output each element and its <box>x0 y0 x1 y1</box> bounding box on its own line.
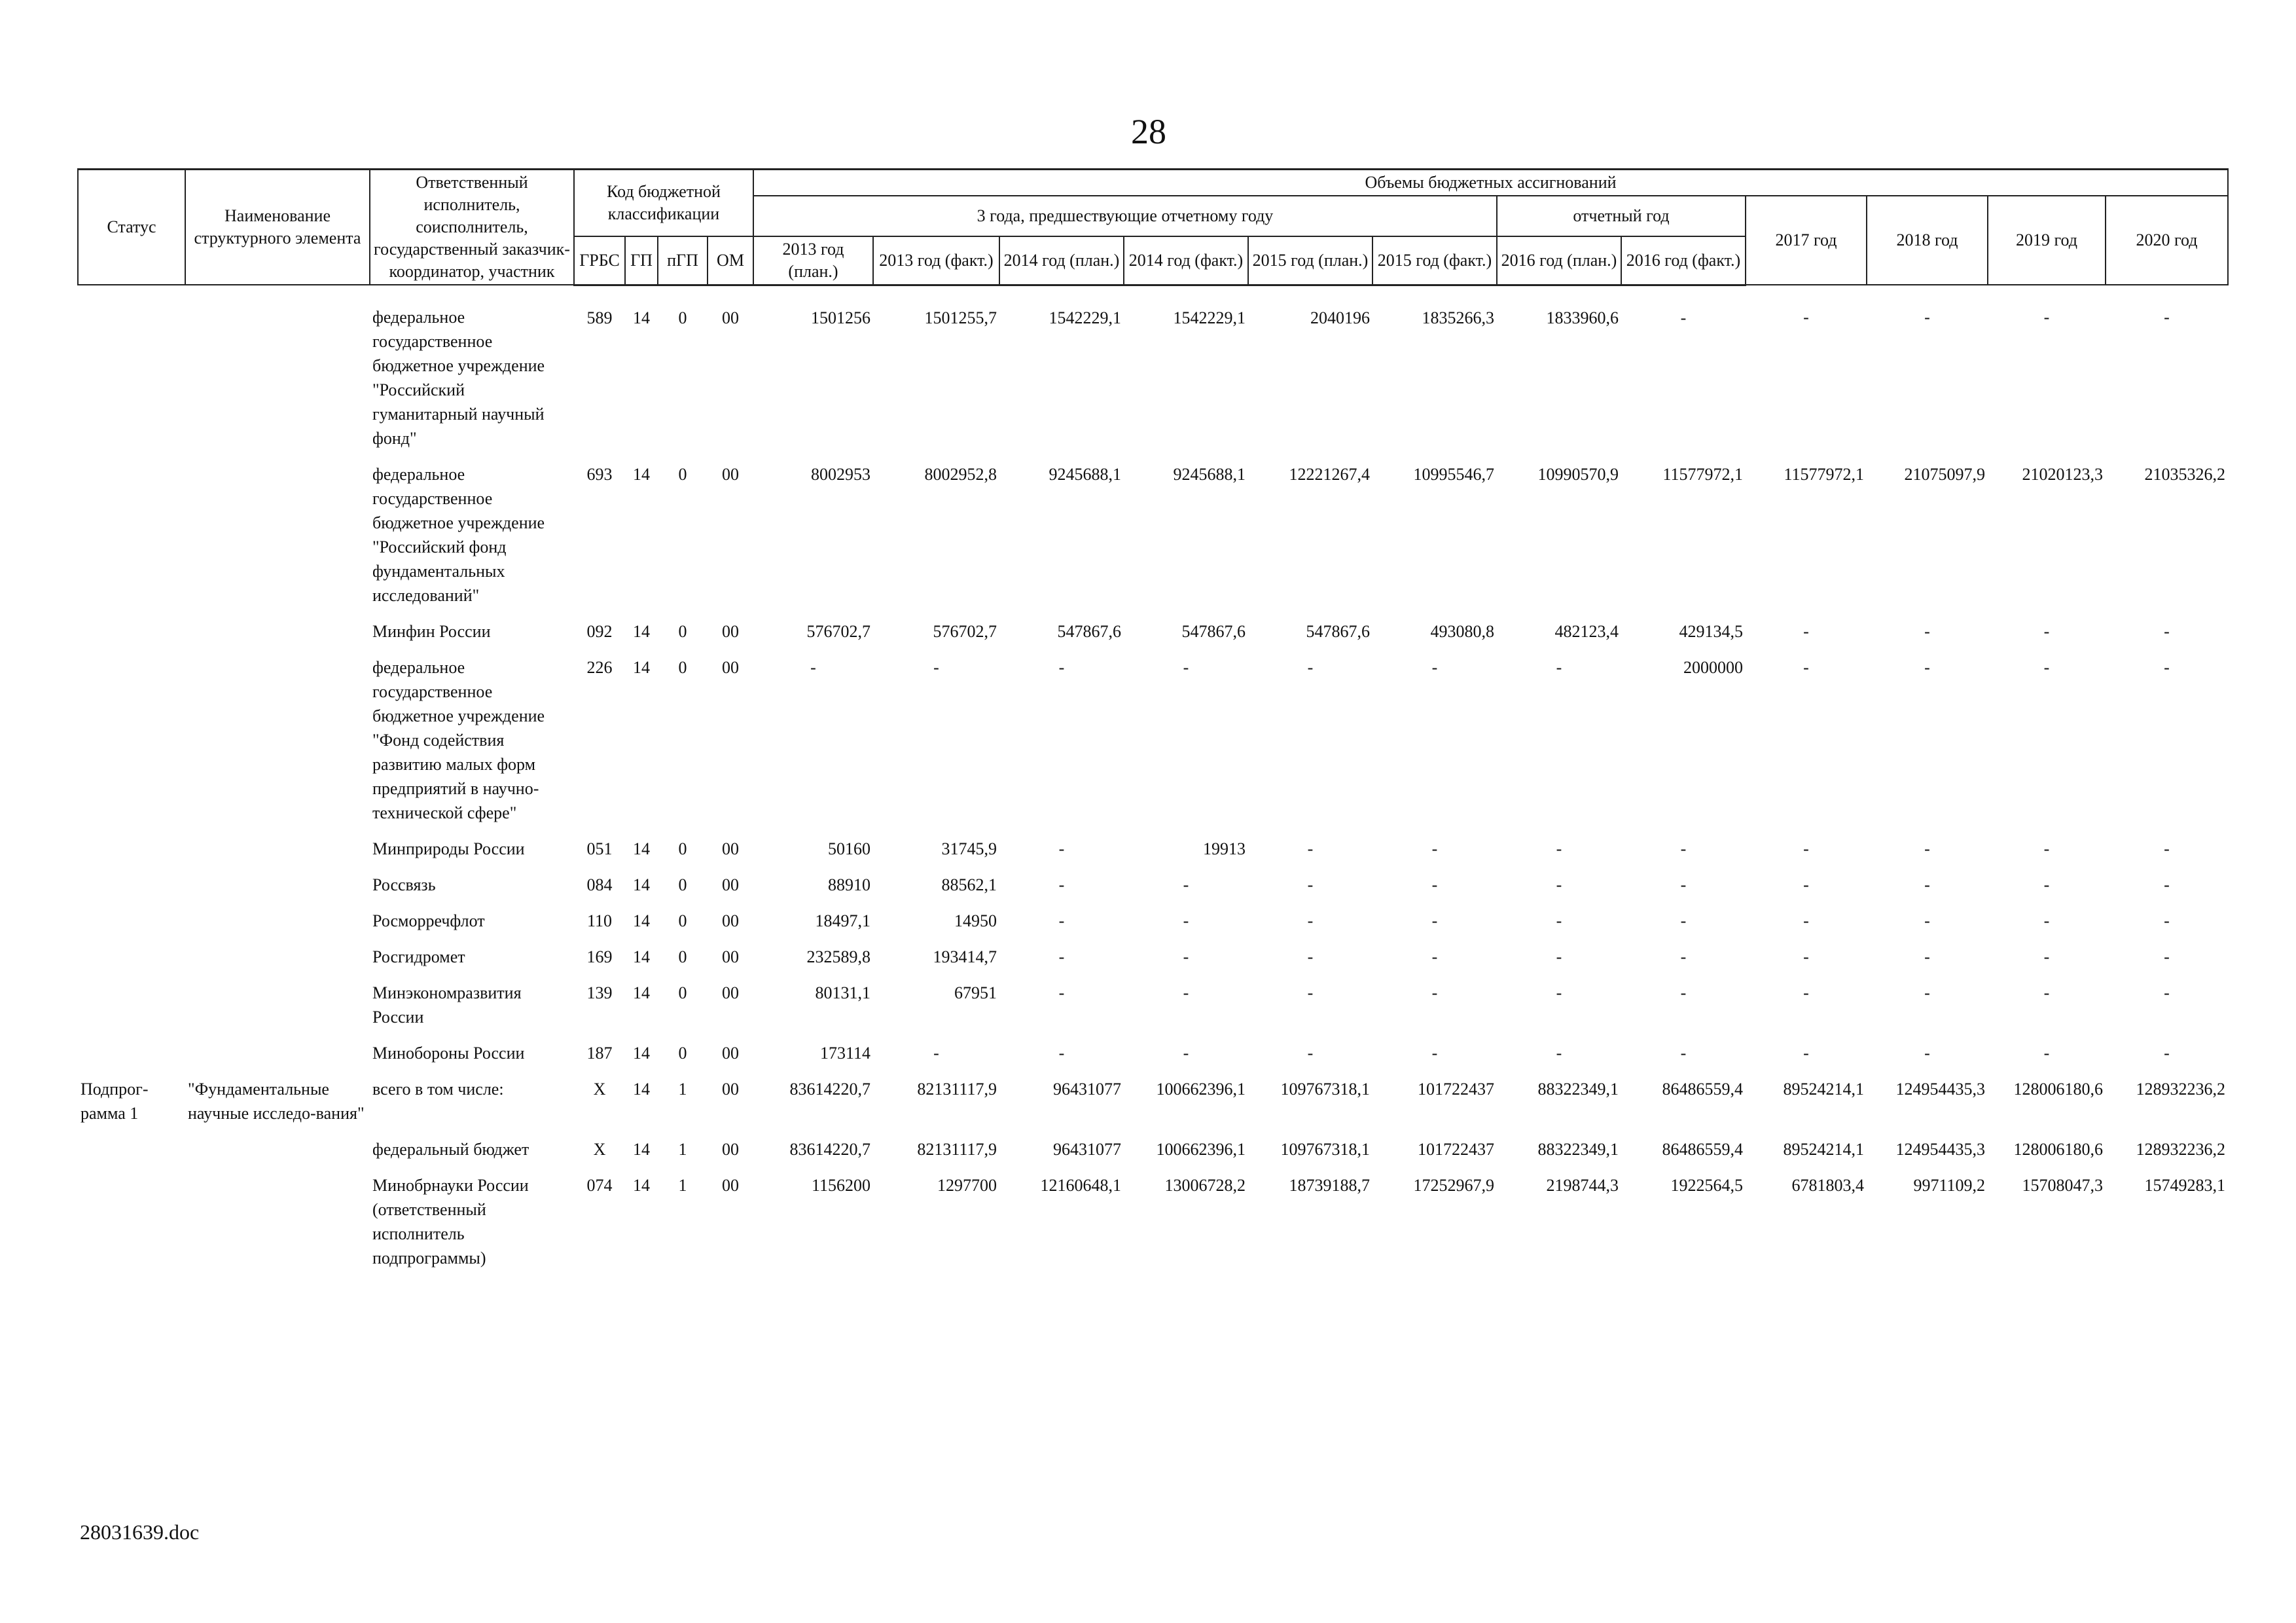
row-status: Подпрог-рамма 1 <box>81 1080 149 1123</box>
table-row <box>78 1137 2228 1173</box>
row-value: - <box>1803 622 1809 641</box>
row-value: 17252967,9 <box>1413 1176 1494 1195</box>
row-name <box>185 981 370 1041</box>
row-grbs: 110 <box>586 911 613 930</box>
row-value: - <box>2164 983 2170 1002</box>
table-row <box>78 285 2228 462</box>
header-volumes: Объемы бюджетных ассигнований <box>753 170 2228 196</box>
row-gp: 14 <box>633 622 650 641</box>
row-status <box>78 909 185 945</box>
row-status <box>78 1041 185 1077</box>
row-grbs: 169 <box>586 947 613 966</box>
row-value: - <box>1307 1044 1314 1063</box>
row-value: 1922564,5 <box>1670 1176 1743 1195</box>
row-value: 89524214,1 <box>1783 1080 1864 1099</box>
row-om: 00 <box>722 1080 739 1099</box>
table-body <box>78 285 2228 1282</box>
row-value: 11577972,1 <box>1662 465 1743 484</box>
row-value: - <box>1803 947 1809 966</box>
row-value: 101722437 <box>1418 1080 1494 1099</box>
row-value: 83614220,7 <box>789 1080 870 1099</box>
header-prev-years: 3 года, предшествующие отчетному году <box>753 196 1497 236</box>
row-value: 547867,6 <box>1306 622 1370 641</box>
row-value: 547867,6 <box>1057 622 1121 641</box>
row-om: 00 <box>722 1176 739 1195</box>
row-value: - <box>1183 911 1189 930</box>
row-value: 128006180,6 <box>2013 1140 2103 1159</box>
row-value: 88910 <box>828 875 870 894</box>
header-grbs: ГРБС <box>574 236 625 285</box>
row-value: - <box>1183 1044 1189 1063</box>
row-value: - <box>1058 658 1065 677</box>
row-responsible: федеральное государственное бюджетное учреждение "Российский гуманитарный научный фонд" <box>372 308 545 448</box>
row-om: 00 <box>722 983 739 1002</box>
row-value: - <box>1924 983 1930 1002</box>
row-value: - <box>1307 839 1314 858</box>
row-value: 1501256 <box>811 308 870 327</box>
row-value: - <box>1556 1044 1562 1063</box>
row-gp: 14 <box>633 1176 650 1195</box>
row-gp: 14 <box>633 911 650 930</box>
budget-table <box>77 168 2229 1282</box>
row-value: - <box>1803 983 1809 1002</box>
row-status <box>78 462 185 619</box>
row-gp: 14 <box>633 839 650 858</box>
row-value: 6781803,4 <box>1791 1176 1864 1195</box>
table-row <box>78 945 2228 981</box>
row-value: - <box>1924 622 1930 641</box>
row-value: - <box>1058 1044 1065 1063</box>
row-value: - <box>1431 947 1438 966</box>
row-pgp: 1 <box>678 1176 687 1195</box>
row-pgp: 1 <box>678 1080 687 1099</box>
row-value: 15708047,3 <box>2022 1176 2103 1195</box>
row-value: 1156200 <box>811 1176 870 1195</box>
row-value: - <box>1556 875 1562 894</box>
row-value: - <box>2164 839 2170 858</box>
row-value: 1542229,1 <box>1173 308 1246 327</box>
row-grbs: 084 <box>586 875 613 894</box>
row-value: 576702,7 <box>933 622 997 641</box>
row-status <box>78 837 185 873</box>
row-value: 1835266,3 <box>1422 308 1494 327</box>
row-name <box>185 1041 370 1077</box>
row-value: - <box>1431 983 1438 1002</box>
row-value: 109767318,1 <box>1280 1140 1370 1159</box>
row-value: 193414,7 <box>933 947 997 966</box>
row-status <box>78 945 185 981</box>
row-value: - <box>1680 308 1687 327</box>
row-value: 124954435,3 <box>1895 1080 1985 1099</box>
row-value: - <box>1680 911 1687 930</box>
header-report-year: отчетный год <box>1497 196 1746 236</box>
row-value: 9971109,2 <box>1913 1176 1985 1195</box>
row-value: 18739188,7 <box>1289 1176 1370 1195</box>
table-row <box>78 873 2228 909</box>
row-value: - <box>1307 911 1314 930</box>
row-value: 8002952,8 <box>924 465 997 484</box>
row-value: - <box>1431 875 1438 894</box>
row-gp: 14 <box>633 308 650 327</box>
row-value: - <box>2043 622 2050 641</box>
row-name <box>185 837 370 873</box>
row-value: 1297700 <box>937 1176 997 1195</box>
row-pgp: 0 <box>678 308 687 327</box>
row-grbs: Х <box>593 1140 606 1159</box>
row-value: 1542229,1 <box>1049 308 1121 327</box>
table-row <box>78 981 2228 1041</box>
header-2015-fact: 2015 год (факт.) <box>1372 236 1497 285</box>
row-value: 2198744,3 <box>1546 1176 1619 1195</box>
row-value: - <box>1307 875 1314 894</box>
row-value: 12160648,1 <box>1040 1176 1121 1195</box>
row-value: 11577972,1 <box>1784 465 1864 484</box>
row-value: 83614220,7 <box>789 1140 870 1159</box>
row-status <box>78 285 185 462</box>
row-value: 232589,8 <box>806 947 870 966</box>
row-value: - <box>1924 308 1930 327</box>
row-responsible: Росгидромет <box>372 947 465 966</box>
row-value: 80131,1 <box>815 983 870 1002</box>
row-name <box>185 655 370 837</box>
row-value: - <box>1058 983 1065 1002</box>
row-grbs: 589 <box>586 308 613 327</box>
row-value: - <box>1307 947 1314 966</box>
row-value: 96431077 <box>1053 1080 1121 1099</box>
row-grbs: 226 <box>586 658 613 677</box>
row-name <box>185 619 370 655</box>
row-gp: 14 <box>633 1044 650 1063</box>
row-gp: 14 <box>633 947 650 966</box>
row-value: 15749283,1 <box>2144 1176 2225 1195</box>
row-value: 50160 <box>828 839 870 858</box>
row-value: 547867,6 <box>1181 622 1246 641</box>
row-value: 2040196 <box>1310 308 1370 327</box>
row-name <box>185 1173 370 1282</box>
row-responsible: федеральный бюджет <box>372 1140 529 1159</box>
row-value: - <box>1924 658 1930 677</box>
row-value: - <box>2043 911 2050 930</box>
header-2016-plan: 2016 год (план.) <box>1497 236 1621 285</box>
row-value: 493080,8 <box>1430 622 1494 641</box>
row-value: - <box>1803 308 1809 327</box>
row-value: 10990570,9 <box>1537 465 1619 484</box>
row-value: - <box>1924 911 1930 930</box>
row-grbs: 187 <box>586 1044 613 1063</box>
header-gp: ГП <box>625 236 658 285</box>
row-value: 128006180,6 <box>2013 1080 2103 1099</box>
row-pgp: 0 <box>678 875 687 894</box>
row-value: - <box>2043 947 2050 966</box>
row-status <box>78 981 185 1041</box>
row-status <box>78 1137 185 1173</box>
row-value: - <box>1803 839 1809 858</box>
row-value: - <box>1183 983 1189 1002</box>
row-name <box>185 873 370 909</box>
row-value: - <box>1556 911 1562 930</box>
row-name <box>185 1137 370 1173</box>
row-value: - <box>1803 658 1809 677</box>
page-number: 28 <box>1131 112 1166 151</box>
row-value: 82131117,9 <box>917 1140 997 1159</box>
row-gp: 14 <box>633 983 650 1002</box>
row-value: 31745,9 <box>941 839 997 858</box>
header-year-2018: 2018 год <box>1867 196 1988 285</box>
row-value: 8002953 <box>811 465 870 484</box>
row-value: - <box>2043 1044 2050 1063</box>
row-gp: 14 <box>633 875 650 894</box>
row-om: 00 <box>722 1140 739 1159</box>
row-om: 00 <box>722 622 739 641</box>
row-value: - <box>1556 983 1562 1002</box>
row-value: 13006728,2 <box>1164 1176 1246 1195</box>
row-value: - <box>2043 308 2050 327</box>
row-value: 18497,1 <box>815 911 870 930</box>
row-gp: 14 <box>633 1140 650 1159</box>
row-om: 00 <box>722 658 739 677</box>
row-om: 00 <box>722 947 739 966</box>
row-value: - <box>1431 839 1438 858</box>
row-value: 2000000 <box>1683 658 1743 677</box>
row-pgp: 1 <box>678 1140 687 1159</box>
row-responsible: Минобрнауки России (ответственный исполнитель подпрограммы) <box>372 1176 529 1267</box>
row-value: 429134,5 <box>1679 622 1743 641</box>
row-value: - <box>1431 658 1438 677</box>
row-value: - <box>1680 947 1687 966</box>
header-status: Статус <box>78 170 185 285</box>
table-row <box>78 655 2228 837</box>
row-gp: 14 <box>633 465 650 484</box>
row-value: 9245688,1 <box>1049 465 1121 484</box>
row-value: - <box>933 658 939 677</box>
row-value: - <box>1307 658 1314 677</box>
table-row <box>78 619 2228 655</box>
row-value: - <box>1924 875 1930 894</box>
row-pgp: 0 <box>678 622 687 641</box>
row-value: - <box>1556 658 1562 677</box>
row-name <box>185 909 370 945</box>
row-value: - <box>1680 839 1687 858</box>
header-year-2020: 2020 год <box>2106 196 2228 285</box>
row-value: - <box>1556 839 1562 858</box>
row-value: - <box>1431 1044 1438 1063</box>
table-row <box>78 909 2228 945</box>
header-budget-code: Код бюджетной классификации <box>574 170 753 236</box>
row-value: 88562,1 <box>941 875 997 894</box>
row-value: 482123,4 <box>1554 622 1619 641</box>
row-value: 1833960,6 <box>1546 308 1619 327</box>
row-om: 00 <box>722 465 739 484</box>
row-pgp: 0 <box>678 911 687 930</box>
row-grbs: 139 <box>586 983 613 1002</box>
table-row <box>78 837 2228 873</box>
row-value: 86486559,4 <box>1662 1140 1743 1159</box>
header-2014-fact: 2014 год (факт.) <box>1124 236 1248 285</box>
row-pgp: 0 <box>678 947 687 966</box>
row-value: - <box>1058 839 1065 858</box>
row-om: 00 <box>722 308 739 327</box>
row-responsible: Росморречфлот <box>372 911 485 930</box>
row-responsible: федеральное государственное бюджетное учреждение "Фонд содействия развитию малых форм предприятий в научно-технической сфере" <box>372 658 545 822</box>
row-value: - <box>2164 1044 2170 1063</box>
row-value: 173114 <box>819 1044 870 1063</box>
header-2015-plan: 2015 год (план.) <box>1248 236 1372 285</box>
row-grbs: 051 <box>586 839 613 858</box>
row-value: - <box>1803 1044 1809 1063</box>
row-om: 00 <box>722 1044 739 1063</box>
row-responsible: Минприроды России <box>372 839 525 858</box>
row-value: - <box>1183 658 1189 677</box>
row-name <box>185 462 370 619</box>
header-2014-plan: 2014 год (план.) <box>999 236 1124 285</box>
header-pgp: пГП <box>658 236 708 285</box>
row-gp: 14 <box>633 658 650 677</box>
row-value: 10995546,7 <box>1413 465 1494 484</box>
row-value: 128932236,2 <box>2136 1080 2225 1099</box>
row-value: - <box>1058 875 1065 894</box>
row-value: 128932236,2 <box>2136 1140 2225 1159</box>
row-responsible: Минфин России <box>372 622 491 641</box>
row-status <box>78 655 185 837</box>
row-value: 88322349,1 <box>1537 1080 1619 1099</box>
table-row <box>78 1041 2228 1077</box>
row-value: - <box>1924 1044 1930 1063</box>
row-value: 101722437 <box>1418 1140 1494 1159</box>
row-om: 00 <box>722 911 739 930</box>
row-value: 86486559,4 <box>1662 1080 1743 1099</box>
header-year-2019: 2019 год <box>1988 196 2106 285</box>
row-grbs: 092 <box>586 622 613 641</box>
row-value: - <box>933 1044 939 1063</box>
table-row <box>78 462 2228 619</box>
footer-filename: 28031639.doc <box>80 1520 200 1544</box>
row-value: - <box>2043 983 2050 1002</box>
row-pgp: 0 <box>678 465 687 484</box>
row-value: 89524214,1 <box>1783 1140 1864 1159</box>
row-value: - <box>1058 911 1065 930</box>
row-value: 21075097,9 <box>1904 465 1985 484</box>
row-value: - <box>1680 875 1687 894</box>
header-2013-fact: 2013 год (факт.) <box>873 236 999 285</box>
row-value: - <box>1803 911 1809 930</box>
row-pgp: 0 <box>678 839 687 858</box>
table-row <box>78 1077 2228 1137</box>
row-grbs: 074 <box>586 1176 613 1195</box>
row-value: 124954435,3 <box>1895 1140 1985 1159</box>
row-gp: 14 <box>633 1080 650 1099</box>
row-value: 67951 <box>954 983 997 1002</box>
row-value: 21020123,3 <box>2022 465 2103 484</box>
row-value: - <box>2043 658 2050 677</box>
row-value: 96431077 <box>1053 1140 1121 1159</box>
row-value: - <box>1431 911 1438 930</box>
row-grbs: 693 <box>586 465 613 484</box>
table-row <box>78 1173 2228 1282</box>
row-responsible: Россвязь <box>372 875 436 894</box>
row-pgp: 0 <box>678 1044 687 1063</box>
row-value: 576702,7 <box>806 622 870 641</box>
row-responsible: всего в том числе: <box>372 1080 504 1099</box>
row-value: 14950 <box>954 911 997 930</box>
row-responsible: Минэкономразвития России <box>372 983 522 1027</box>
row-value: 19913 <box>1203 839 1246 858</box>
row-value: - <box>2043 875 2050 894</box>
row-value: - <box>1924 839 1930 858</box>
row-value: 100662396,1 <box>1156 1140 1246 1159</box>
row-value: - <box>810 658 816 677</box>
row-status <box>78 1173 185 1282</box>
row-value: - <box>2164 875 2170 894</box>
header-om: ОМ <box>708 236 753 285</box>
row-value: - <box>2164 911 2170 930</box>
row-value: - <box>1307 983 1314 1002</box>
row-name: "Фундаментальные научные исследо-вания" <box>188 1080 365 1123</box>
row-pgp: 0 <box>678 983 687 1002</box>
row-om: 00 <box>722 839 739 858</box>
header-responsible: Ответственный исполнитель, соисполнитель, государственный заказчик-координатор, участник <box>370 170 574 285</box>
row-value: 1501255,7 <box>924 308 997 327</box>
row-value: 100662396,1 <box>1156 1080 1246 1099</box>
row-value: - <box>2164 658 2170 677</box>
header-2013-plan: 2013 год (план.) <box>753 236 873 285</box>
header-year-2017: 2017 год <box>1746 196 1867 285</box>
row-value: - <box>1058 947 1065 966</box>
row-value: - <box>1680 1044 1687 1063</box>
row-value: 9245688,1 <box>1173 465 1246 484</box>
row-value: - <box>2043 839 2050 858</box>
row-value: - <box>2164 308 2170 327</box>
row-status <box>78 873 185 909</box>
row-value: 88322349,1 <box>1537 1140 1619 1159</box>
header-name: Наименование структурного элемента <box>185 170 370 285</box>
row-value: - <box>1183 947 1189 966</box>
row-grbs: Х <box>593 1080 606 1099</box>
row-value: - <box>1556 947 1562 966</box>
row-value: - <box>1924 947 1930 966</box>
row-value: 82131117,9 <box>917 1080 997 1099</box>
row-value: - <box>2164 947 2170 966</box>
row-name <box>185 285 370 462</box>
row-value: - <box>1680 983 1687 1002</box>
row-pgp: 0 <box>678 658 687 677</box>
row-value: 109767318,1 <box>1280 1080 1370 1099</box>
header-2016-fact: 2016 год (факт.) <box>1621 236 1746 285</box>
row-value: - <box>2164 622 2170 641</box>
row-value: - <box>1803 875 1809 894</box>
row-value: 21035326,2 <box>2144 465 2225 484</box>
row-value: 12221267,4 <box>1289 465 1370 484</box>
row-status <box>78 619 185 655</box>
row-responsible: Минобороны России <box>372 1044 525 1063</box>
row-name <box>185 945 370 981</box>
row-value: - <box>1183 875 1189 894</box>
row-responsible: федеральное государственное бюджетное учреждение "Российский фонд фундаментальных исследований" <box>372 465 545 605</box>
row-om: 00 <box>722 875 739 894</box>
